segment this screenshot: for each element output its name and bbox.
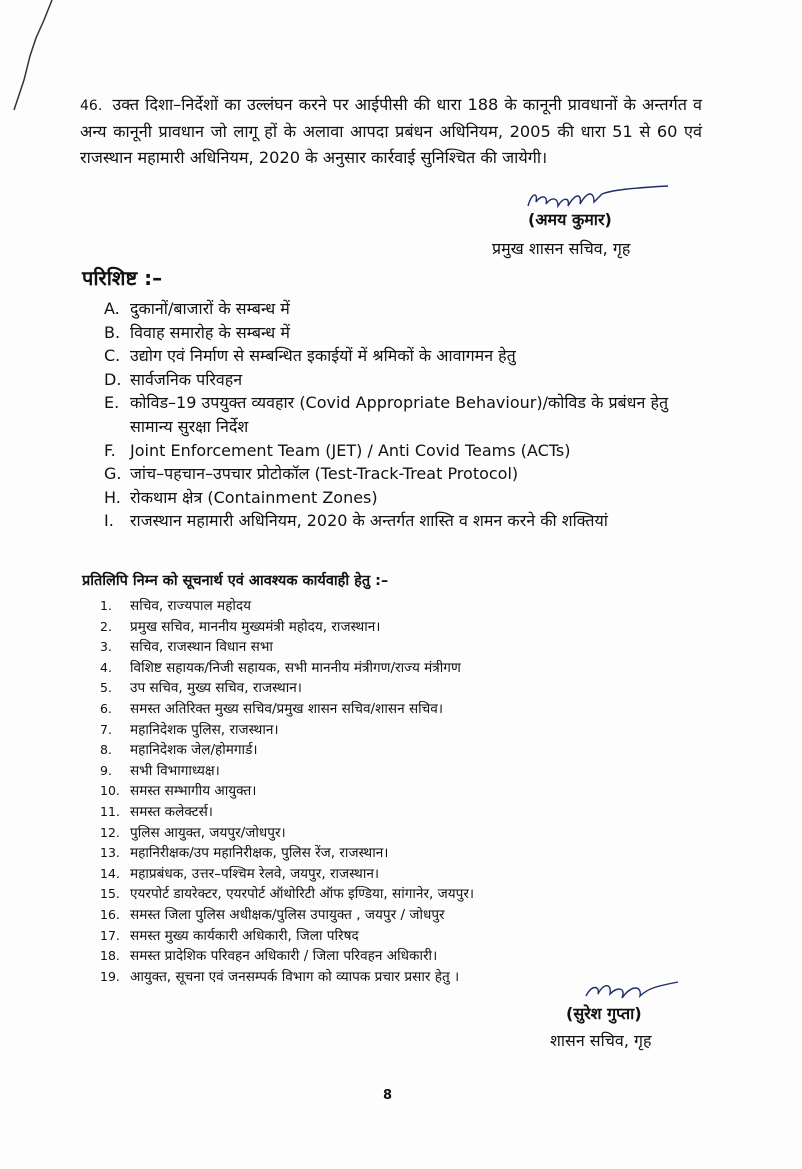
page-number: 8	[383, 1088, 393, 1103]
copy-to-item	[100, 596, 570, 617]
copy-to-item	[100, 781, 570, 802]
copy-to-item-text: सचिव, राजस्थान विधान सभा	[130, 639, 273, 656]
copy-to-item-text: समस्त प्रादेशिक परिवहन अधिकारी / जिला परिवहन अधिकारी।	[130, 948, 438, 965]
copy-to-item-number: 14.	[100, 865, 120, 881]
copy-to-item-text: महानिदेशक पुलिस, राजस्थान।	[130, 721, 279, 738]
annexure-item-text: रोकथाम क्षेत्र (Containment Zones)	[130, 487, 378, 507]
annexure-item-letter: D.	[104, 369, 122, 389]
copy-to-item	[100, 617, 570, 638]
annexure-item	[104, 486, 714, 510]
annexure-item-letter: C.	[104, 346, 121, 366]
annexure-item	[104, 391, 714, 438]
copy-to-item-number: 15.	[100, 886, 120, 902]
copy-to-item-number: 16.	[100, 906, 120, 922]
copy-to-item-text: विशिष्ट सहायक/निजी सहायक, सभी माननीय मंत्रीगण/राज्य मंत्रीगण	[130, 659, 461, 676]
copy-to-item-number: 19.	[100, 968, 120, 984]
signatory-1-name: (अमय कुमार)	[528, 210, 612, 229]
annexure-item-letter: F.	[104, 440, 116, 460]
copy-to-item	[100, 884, 570, 905]
copy-to-item-number: 5.	[100, 680, 112, 696]
copy-to-item-number: 11.	[100, 803, 120, 819]
copy-to-item-number: 4.	[100, 659, 112, 675]
annexure-item-text: विवाह समारोह के सम्बन्ध में	[130, 322, 290, 342]
paragraph-46	[80, 92, 702, 171]
annexure-item-text: जांच–पहचान–उपचार प्रोटोकॉल (Test-Track-Treat Protocol)	[130, 464, 519, 484]
copy-to-item-number: 7.	[100, 721, 112, 737]
signatory-2-name: (सुरेश गुप्ता)	[566, 1004, 642, 1023]
copy-to-item-text: समस्त मुख्य कार्यकारी अधिकारी, जिला परिषद	[130, 927, 359, 944]
copy-to-item	[100, 637, 570, 658]
copy-to-item	[100, 761, 570, 782]
signatory-2-designation: शासन सचिव, गृह	[550, 1031, 652, 1050]
copy-to-item-text: महानिरीक्षक/उप महानिरीक्षक, पुलिस रेंज, राजस्थान।	[130, 845, 389, 862]
copy-to-list	[100, 596, 570, 987]
copy-to-item-number: 9.	[100, 762, 112, 778]
copy-to-item	[100, 905, 570, 926]
annexure-item-text: दुकानों/बाजारों के सम्बन्ध में	[130, 299, 290, 318]
copy-to-item-number: 10.	[100, 783, 120, 799]
copy-to-item-number: 3.	[100, 639, 112, 655]
copy-to-item-text: प्रमुख सचिव, माननीय मुख्यमंत्री महोदय, राजस्थान।	[130, 618, 381, 635]
copy-to-item-number: 13.	[100, 845, 120, 861]
copy-to-item-text: समस्त सम्भागीय आयुक्त।	[130, 783, 257, 800]
copy-to-item-text: समस्त जिला पुलिस अधीक्षक/पुलिस उपायुक्त , जयपुर / जोधपुर	[130, 906, 445, 923]
copy-to-item-number: 17.	[100, 927, 120, 943]
annexure-item	[104, 368, 714, 392]
copy-to-item	[100, 946, 570, 967]
annexure-item-text: कोविड–19 उपयुक्त व्यवहार (Covid Appropriate Behaviour)/कोविड के प्रबंधन हेतु सामान्य सुरक्षा निर्देश	[130, 393, 669, 436]
copy-to-item-text: सचिव, राज्यपाल महोदय	[130, 598, 252, 614]
copy-to-item	[100, 740, 570, 761]
paragraph-number: 46.	[80, 98, 103, 114]
annexure-item-text: सार्वजनिक परिवहन	[130, 369, 243, 389]
copy-to-item-number: 18.	[100, 948, 120, 964]
copy-to-item-text: पुलिस आयुक्त, जयपुर/जोधपुर।	[130, 824, 286, 841]
copy-to-item	[100, 678, 570, 699]
copy-to-item-text: एयरपोर्ट डायरेक्टर, एयरपोर्ट ऑथोरिटी ऑफ इण्डिया, सांगानेर, जयपुर।	[130, 886, 475, 903]
copy-to-item-text: समस्त अतिरिक्त मुख्य सचिव/प्रमुख शासन सचिव/शासन सचिव।	[130, 700, 444, 717]
copy-to-item-text: महानिदेशक जेल/होमगार्ड।	[130, 742, 258, 759]
annexure-item-letter: E.	[104, 393, 120, 413]
annexure-item-text: Joint Enforcement Team (JET) / Anti Covid Teams (ACTs)	[130, 440, 571, 460]
copy-to-item	[100, 720, 570, 741]
copy-to-item	[100, 843, 570, 864]
copy-to-item-number: 12.	[100, 824, 120, 840]
annexure-item-letter: A.	[104, 299, 120, 318]
annexure-item	[104, 344, 714, 368]
copy-to-item	[100, 926, 570, 947]
copy-to-item-text: सभी विभागाध्यक्ष।	[130, 762, 220, 779]
annexure-item-text: उद्योग एवं निर्माण से सम्बन्धित इकाईयों में श्रमिकों के आवागमन हेतु	[130, 346, 516, 366]
copy-to-item	[100, 823, 570, 844]
annexure-item-letter: H.	[104, 487, 121, 507]
annexure-item-letter: I.	[104, 511, 114, 531]
annexure-list	[104, 297, 714, 533]
annexure-title: परिशिष्ट :–	[82, 266, 163, 290]
signatory-1-designation: प्रमुख शासन सचिव, गृह	[492, 239, 631, 258]
annexure-item	[104, 297, 714, 321]
scan-edge-mark	[0, 0, 60, 120]
annexure-item-letter: G.	[104, 464, 122, 484]
copy-to-item	[100, 967, 570, 988]
copy-to-item-number: 6.	[100, 700, 112, 716]
annexure-item-letter: B.	[104, 322, 121, 342]
copy-to-item-text: महाप्रबंधक, उत्तर–पश्चिम रेलवे, जयपुर, राजस्थान।	[130, 865, 380, 882]
copy-to-item	[100, 802, 570, 823]
copy-to-item	[100, 699, 570, 720]
copy-to-item-number: 2.	[100, 618, 112, 634]
copy-to-item-number: 8.	[100, 742, 112, 758]
copy-to-item	[100, 658, 570, 679]
copy-to-item-text: आयुक्त, सूचना एवं जनसम्पर्क विभाग को व्यापक प्रचार प्रसार हेतु ।	[130, 968, 460, 985]
annexure-item	[104, 439, 714, 463]
annexure-item	[104, 509, 714, 533]
copy-to-item-text: उप सचिव, मुख्य सचिव, राजस्थान।	[130, 680, 302, 697]
annexure-item	[104, 321, 714, 345]
paragraph-text: उक्त दिशा–निर्देशों का उल्लंघन करने पर आईपीसी की धारा 188 के कानूनी प्रावधानों के अन्तर्गत व अन्य कानूनी प्रावधान जो लागू हों के अलावा आपदा प्रबंधन अधिनियम, 2005 की धारा 51 से 60 एवं राजस्थान महामारी अधिनियम, 2020 के अनुसार कार्रवाई सुनिश्चित की जायेगी।	[80, 95, 702, 167]
copy-to-title: प्रतिलिपि निम्न को सूचनार्थ एवं आवश्यक कार्यवाही हेतु :–	[82, 573, 389, 589]
copy-to-item-text: समस्त कलेक्टर्स।	[130, 803, 213, 820]
annexure-item-text: राजस्थान महामारी अधिनियम, 2020 के अन्तर्गत शास्ति व शमन करने की शक्तियां	[130, 511, 608, 531]
copy-to-item	[100, 864, 570, 885]
annexure-item	[104, 462, 714, 486]
copy-to-item-number: 1.	[100, 598, 112, 613]
